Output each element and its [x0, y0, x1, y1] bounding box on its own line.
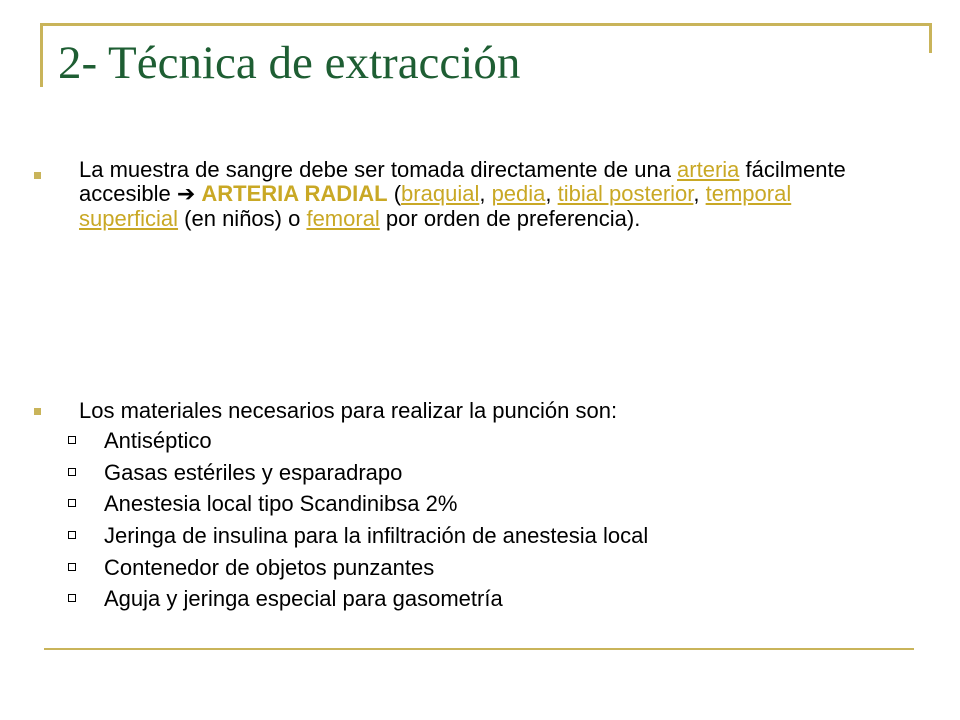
text-run: ,	[693, 181, 706, 206]
text-run: (en niños) o	[178, 206, 307, 231]
text-run: La muestra de sangre debe ser tomada directamente de una	[79, 157, 678, 182]
slide-title: 2- Técnica de extracción	[58, 37, 521, 89]
arrow-right-icon: ➔	[176, 182, 196, 207]
link-braquial[interactable]: braquial	[401, 181, 480, 206]
material-item	[68, 554, 434, 582]
link-arteria[interactable]: arteria	[677, 157, 740, 182]
text-run: ,	[479, 181, 492, 206]
text-run: ,	[545, 181, 558, 206]
material-item	[68, 522, 648, 550]
paragraph-arterial-access	[79, 158, 879, 231]
frame-right-rule	[929, 23, 932, 53]
checkbox-bullet-icon	[68, 468, 76, 476]
checkbox-bullet-icon	[68, 499, 76, 507]
material-item-label: Jeringa de insulina para la infiltración de anestesia local	[104, 523, 649, 548]
bullet-square-icon	[34, 172, 41, 179]
material-item-label: Antiséptico	[104, 428, 212, 453]
checkbox-bullet-icon	[68, 531, 76, 539]
link-tibial-posterior[interactable]: tibial posterior	[557, 181, 694, 206]
material-item	[68, 490, 457, 518]
checkbox-bullet-icon	[68, 594, 76, 602]
material-item	[68, 585, 503, 613]
text-run: por orden de preferencia).	[379, 206, 641, 231]
text-run: fácilmente accesible	[79, 157, 846, 206]
material-item-label: Anestesia local tipo Scandinibsa 2%	[104, 491, 458, 516]
material-item	[68, 459, 402, 487]
text-run: (	[387, 181, 402, 206]
materials-intro: Los materiales necesarios para realizar la punción son:	[79, 398, 618, 423]
link-pedia[interactable]: pedia	[491, 181, 546, 206]
checkbox-bullet-icon	[68, 563, 76, 571]
material-item-label: Contenedor de objetos punzantes	[104, 555, 435, 580]
material-item	[68, 427, 212, 455]
checkbox-bullet-icon	[68, 436, 76, 444]
material-item-label: Aguja y jeringa especial para gasometría	[104, 586, 503, 611]
frame-left-rule	[40, 23, 43, 87]
material-item-label: Gasas estériles y esparadrapo	[104, 460, 403, 485]
frame-top-rule	[40, 23, 930, 26]
link-temporal-superficial[interactable]: temporal superficial	[79, 181, 792, 231]
arteria-radial-emphasis: ARTERIA RADIAL	[201, 181, 388, 206]
frame-bottom-rule	[44, 648, 914, 650]
bullet-square-icon	[34, 408, 41, 415]
link-femoral[interactable]: femoral	[306, 206, 380, 231]
